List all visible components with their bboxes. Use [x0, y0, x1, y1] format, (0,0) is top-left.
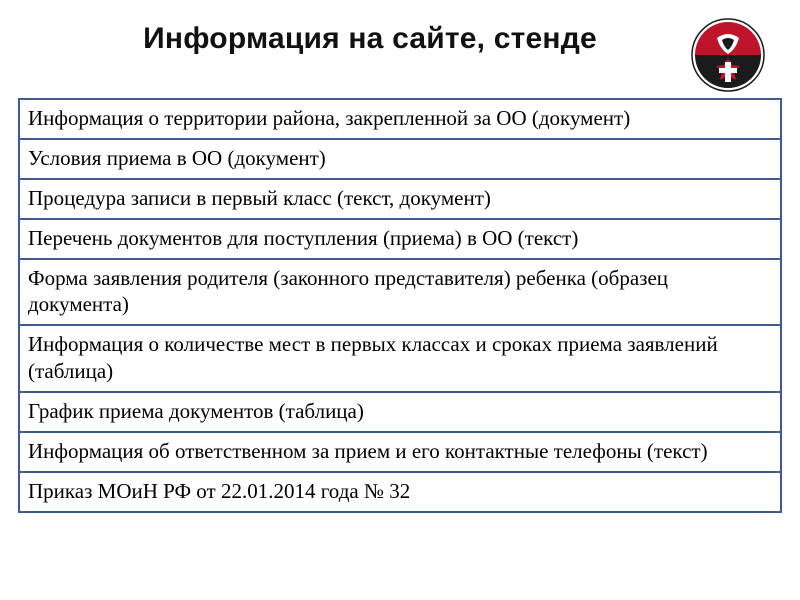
table-cell-text: Перечень документов для поступления (приема) в ОО (текст): [19, 219, 781, 259]
page-title: Информация на сайте, стенде: [143, 22, 597, 55]
table-row: [19, 99, 781, 139]
table-row: [19, 179, 781, 219]
table-row: [19, 259, 781, 326]
coat-of-arms-emblem-icon: [691, 18, 765, 92]
table-cell-text: Процедура записи в первый класс (текст, документ): [19, 179, 781, 219]
table-row: [19, 392, 781, 432]
info-table: [18, 98, 782, 513]
table-row: [19, 219, 781, 259]
table-cell-text: Форма заявления родителя (законного представителя) ребенка (образец документа): [19, 259, 781, 326]
table-cell-text: Информация о количестве мест в первых классах и сроках приема заявлений (таблица): [19, 325, 781, 392]
table-cell-text: Информация об ответственном за прием и его контактные телефоны (текст): [19, 432, 781, 472]
table-row: [19, 472, 781, 512]
info-table-container: [18, 98, 782, 513]
table-row: [19, 139, 781, 179]
table-cell-text: Условия приема в ОО (документ): [19, 139, 781, 179]
table-cell-text: Информация о территории района, закрепленной за ОО (документ): [19, 99, 781, 139]
table-cell-text: Приказ МОиН РФ от 22.01.2014 года № 32: [19, 472, 781, 512]
table-row: [19, 325, 781, 392]
table-row: [19, 432, 781, 472]
table-cell-text: График приема документов (таблица): [19, 392, 781, 432]
